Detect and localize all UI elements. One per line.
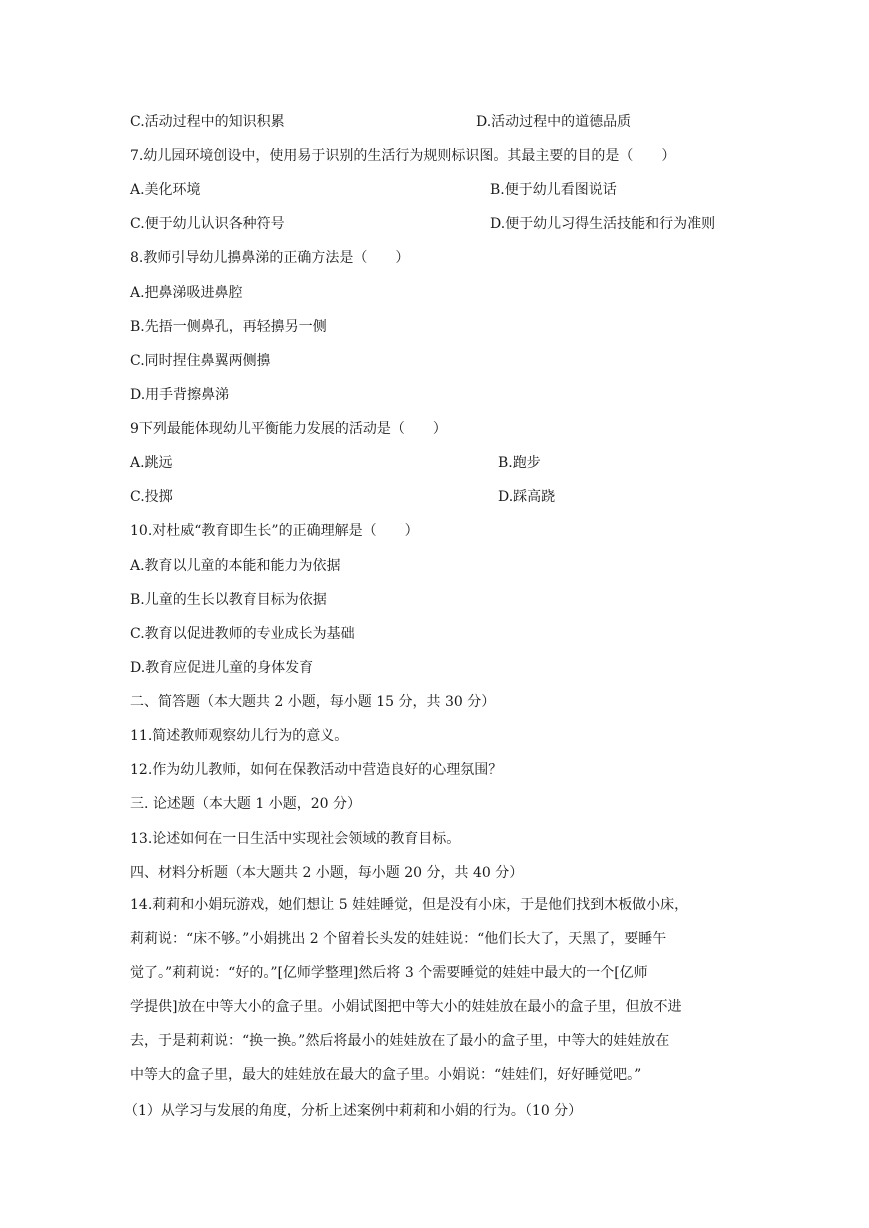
q8-option-c: C.同时捏住鼻翼两侧擤	[130, 353, 271, 369]
q14-line: 去，于是莉莉说：“换一换。”然后将最小的娃娃放在了最小的盒子里，中等大的娃娃放在	[130, 1033, 670, 1049]
q7-option-c: C.便于幼儿认识各种符号	[130, 216, 285, 232]
section4-title: 四、材料分析题（本大题共 2 小题，每小题 20 分，共 40 分）	[130, 865, 524, 881]
q6-option-d: D.活动过程中的道德品质	[476, 114, 632, 130]
q10-stem: 10.对杜威“教育即生长”的正确理解是（ ）	[130, 523, 419, 539]
q8-option-a: A.把鼻涕吸进鼻腔	[130, 285, 243, 301]
q9-option-d: D.踩高跷	[498, 489, 556, 505]
q8-stem: 8.教师引导幼儿擤鼻涕的正确方法是（ ）	[130, 250, 410, 266]
q7-option-b: B.便于幼儿看图说话	[490, 182, 617, 198]
q7-option-a: A.美化环境	[130, 182, 201, 198]
q9-option-a: A.跳远	[130, 455, 173, 471]
q14-paragraph	[130, 888, 740, 1092]
q10-option-d: D.教育应促进儿童的身体发育	[130, 660, 314, 676]
q7-stem: 7.幼儿园环境创设中，使用易于识别的生活行为规则标识图。其最主要的目的是（ ）	[130, 148, 676, 164]
q14-line: 学提供]放在中等大小的盒子里。小娟试图把中等大小的娃娃放在最小的盒子里，但放不进	[130, 999, 682, 1015]
q13-text: 13.论述如何在一日生活中实现社会领域的教育目标。	[130, 831, 461, 847]
q9-option-b: B.跑步	[498, 455, 541, 471]
q9-stem: 9下列最能体现幼儿平衡能力发展的活动是（ ）	[130, 421, 447, 437]
q6-option-c: C.活动过程中的知识积累	[130, 114, 285, 130]
q9-option-c: C.投掷	[130, 489, 173, 505]
section2-title: 二、简答题（本大题共 2 小题，每小题 15 分，共 30 分）	[130, 694, 496, 710]
q8-option-d: D.用手背擦鼻涕	[130, 387, 230, 403]
q14-line: 14.莉莉和小娟玩游戏，她们想让 5 娃娃睡觉，但是没有小床，于是他们找到木板做小床，	[130, 897, 689, 913]
q14-subquestion-1: （1）从学习与发展的角度，分析上述案例中莉莉和小娟的行为。（10 分）	[124, 1103, 583, 1119]
q14-line: 莉莉说：“床不够。”小娟挑出 2 个留着长头发的娃娃说：“他们长大了，天黑了，要睡午	[130, 931, 667, 947]
q11-text: 11.简述教师观察幼儿行为的意义。	[130, 728, 349, 744]
q14-line: 中等大的盒子里，最大的娃娃放在最大的盒子里。小娟说：“娃娃们，好好睡觉吧。”	[130, 1067, 642, 1083]
section3-title: 三. 论述题（本大题 1 小题，20 分）	[130, 796, 361, 812]
q14-line: 觉了。”莉莉说：“好的。”[亿师学整理]然后将 3 个需要睡觉的娃娃中最大的一个[亿师	[130, 965, 648, 981]
q10-option-a: A.教育以儿童的本能和能力为依据	[130, 558, 341, 574]
q10-option-b: B.儿童的生长以教育目标为依据	[130, 592, 327, 608]
q8-option-b: B.先捂一侧鼻孔，再轻擤另一侧	[130, 319, 327, 335]
q10-option-c: C.教育以促进教师的专业成长为基础	[130, 626, 355, 642]
q7-option-d: D.便于幼儿习得生活技能和行为准则	[490, 216, 716, 232]
q12-text: 12.作为幼儿教师，如何在保教活动中营造良好的心理氛围？	[130, 762, 503, 778]
